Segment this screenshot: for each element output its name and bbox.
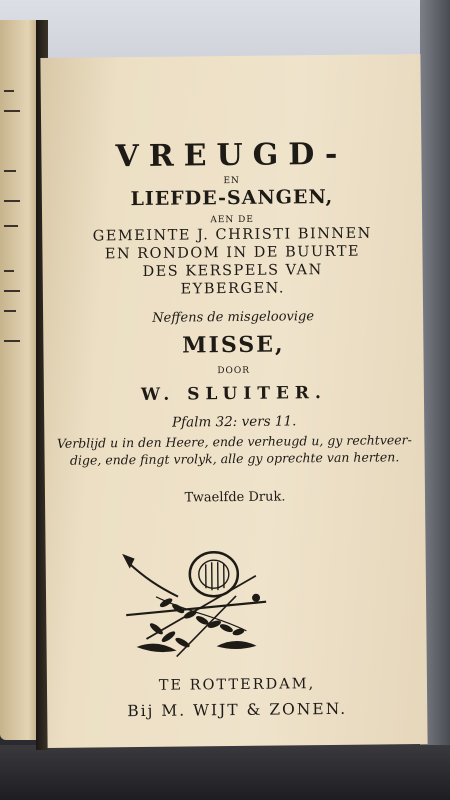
title-conjunction: EN [223, 175, 240, 187]
quote-line-2: dige, ende fingt vrolyk, alle gy oprechte van herten. [69, 449, 400, 468]
subtitle-neffens: Neffens de misgeloovige [152, 309, 315, 326]
author-intro: DOOR [217, 365, 251, 377]
quote-line-1: Verblijd u in den Heere, ende verheugd u, gy rechtveer- [56, 432, 412, 451]
title-main: VREUGD- [115, 136, 348, 175]
title-second: LIEFDE-SANGEN, [130, 185, 334, 211]
dedication-line-3: DES KERSPELS VAN [142, 262, 323, 280]
dedication-line-2: EN RONDOM IN DE BUURTE [104, 243, 361, 263]
author-name: W. SLUITER. [140, 383, 328, 405]
table-surface [0, 745, 450, 800]
lyre-trophy-vignette [115, 536, 276, 668]
edition-label: Twaelfde Druk. [184, 489, 286, 506]
dedication-line-1: GEMEINTE J. CHRISTI BINNEN [92, 225, 372, 245]
dedication-line-4: EYBERGEN. [180, 280, 286, 298]
dedication-intro: AEN DE [210, 214, 254, 226]
left-page-edge [0, 20, 40, 740]
imprint-place: TE ROTTERDAM, [158, 676, 316, 694]
subtitle-misse: MISSE, [182, 331, 285, 359]
imprint-publisher: Bij M. WIJT & ZONEN. [127, 699, 348, 721]
title-page [40, 54, 427, 748]
psalm-reference: Pfalm 32: vers 11. [171, 413, 297, 431]
